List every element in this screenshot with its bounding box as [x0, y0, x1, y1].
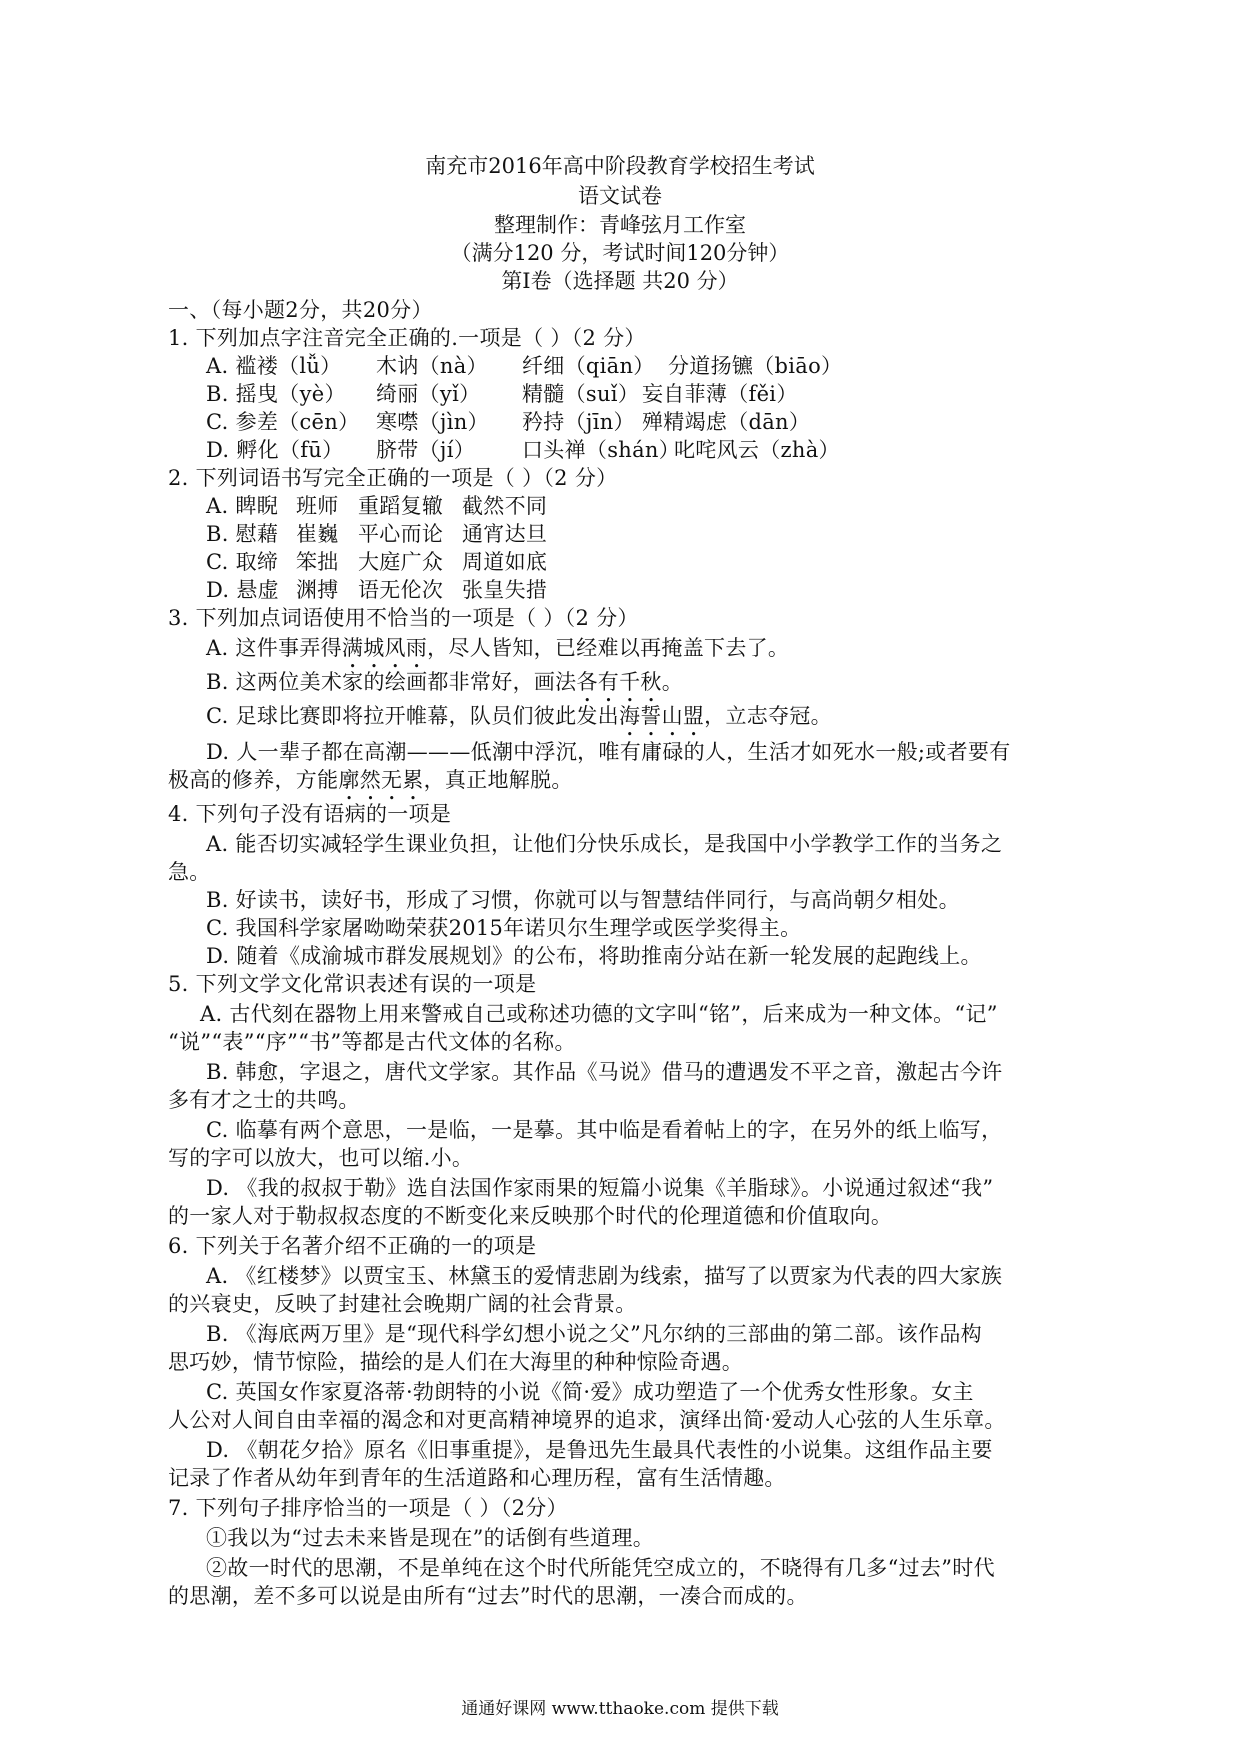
q2-a-2: 班师 [296, 494, 339, 518]
q6-option-c-line1: C. 英国女作家夏洛蒂·勃朗特的小说《简·爱》成功塑造了一个优秀女性形象。女主 [206, 1380, 974, 1404]
q3-option-c [206, 700, 832, 741]
q2-option-a [206, 490, 547, 520]
q2-b-2: 崔巍 [296, 522, 339, 546]
footer-source: 通通好课网 www.tthaoke.com 提供下载 [461, 1699, 779, 1719]
q1-d-1: D. 孵化（fū） [206, 438, 344, 462]
q1-option-d [206, 434, 840, 464]
q2-option-b [206, 518, 547, 548]
q5-option-d-line2: 的一家人对于勒叔叔态度的不断变化来反映那个时代的伦理道德和价值取向。 [168, 1204, 893, 1228]
q2-c-3: 大庭广众 [358, 550, 444, 574]
q1-a-2: 木讷（nà） [376, 354, 488, 378]
q7-sentence-2-line2: 的思潮，差不多可以说是由所有“过去”时代的思潮，一凑合而成的。 [168, 1584, 808, 1608]
q7-stem: 7. 下列句子排序恰当的一项是（ ）（2分） [168, 1496, 568, 1520]
q6-option-d-line2: 记录了作者从幼年到青年的生活道路和心理历程，富有生活情趣。 [168, 1466, 786, 1490]
q6-option-d-line1: D. 《朝花夕拾》原名《旧事重提》，是鲁迅先生最具代表性的小说集。这组作品主要 [206, 1438, 993, 1462]
q2-d-2: 渊搏 [296, 578, 339, 602]
q4-option-a-line1: A. 能否切实减轻学生课业负担，让他们分快乐成长，是我国中小学教学工作的当务之 [206, 832, 1003, 856]
q2-c-2: 笨拙 [296, 550, 339, 574]
q2-b-1: B. 慰藉 [206, 522, 279, 546]
q3-a-dotted: 满城风雨 [341, 636, 428, 660]
q6-option-c-line2: 人公对人间自由幸福的渴念和对更高精神境界的追求，演绎出简·爱动人心弦的人生乐章。 [168, 1408, 1006, 1432]
q7-sentence-2-line1: ②故一时代的思潮，不是单纯在这个时代所能凭空成立的，不晓得有几多“过去”时代 [206, 1556, 995, 1580]
section-heading: 一、（每小题2分，共20分） [168, 298, 433, 322]
q1-c-1: C. 参差（cēn） [206, 410, 360, 434]
q3-c-dotted: 海誓山盟 [618, 704, 705, 728]
q3-option-d-line1: D. 人一辈子都在高潮———低潮中浮沉，唯有庸碌的人，生活才如死水一般;或者要有 [206, 740, 1011, 764]
q1-c-3: 矜持（jīn） [522, 410, 635, 434]
q2-b-3: 平心而论 [358, 522, 444, 546]
q3-d-dotted: 廓然无累 [338, 768, 424, 792]
q2-c-1: C. 取缔 [206, 550, 279, 574]
q2-option-d [206, 574, 547, 604]
q4-option-d: D. 随着《成渝城市群发展规划》的公布，将助推南分站在新一轮发展的起跑线上。 [206, 944, 982, 968]
exam-title: 南充市2016年高中阶段教育学校招生考试 [425, 154, 815, 178]
q5-option-b-line1: B. 韩愈，字退之，唐代文学家。其作品《马说》借马的遭遇发不平之音，激起古今许 [206, 1060, 1003, 1084]
q1-d-3: 口头禅（shán） [522, 438, 681, 462]
q1-b-3: 精髓（suǐ） [522, 382, 640, 406]
q1-b-2: 绮丽（yǐ） [376, 382, 481, 406]
q4-option-a-line2: 急。 [168, 860, 211, 884]
q2-d-4: 张皇失措 [462, 578, 548, 602]
exam-info: （满分120 分，考试时间120分钟） [450, 241, 790, 265]
q7-sentence-1: ①我以为“过去未来皆是现在”的话倒有些道理。 [206, 1526, 655, 1550]
q2-option-c [206, 546, 547, 576]
q5-option-d-line1: D. 《我的叔叔于勒》选自法国作家雨果的短篇小说集《羊脂球》。小说通过叙述“我” [206, 1176, 994, 1200]
q3-c-post: ，立志夺冠。 [704, 704, 832, 728]
q6-option-a-line2: 的兴衰史，反映了封建社会晚期广阔的社会背景。 [168, 1292, 637, 1316]
q3-b-pre: B. 这两位美术家的绘画都非常好，画法 [206, 670, 577, 694]
q2-a-1: A. 睥睨 [206, 494, 279, 518]
volume-heading: 第Ⅰ卷（选择题 共20 分） [501, 269, 739, 293]
q2-a-3: 重蹈复辙 [358, 494, 444, 518]
q1-option-b [206, 378, 798, 408]
q6-stem: 6. 下列关于名著介绍不正确的一的项是 [168, 1234, 537, 1258]
q2-c-4: 周道如底 [462, 550, 548, 574]
q4-stem: 4. 下列句子没有语病的一项是 [168, 802, 452, 826]
q5-option-a-line1: A. 古代刻在器物上用来警戒自己或称述功德的文字叫“铭”，后来成为一种文体。“记” [200, 1002, 998, 1026]
producer-line: 整理制作：青峰弦月工作室 [494, 213, 746, 237]
q1-b-1: B. 摇曳（yè） [206, 382, 346, 406]
q3-d-pre: 极高的修养，方能 [168, 768, 339, 792]
q3-c-pre: C. 足球比赛即将拉开帷幕，队员们彼此发出 [206, 704, 619, 728]
q3-d-post: ，真正地解脱。 [423, 768, 573, 792]
q6-option-b-line2: 思巧妙，情节惊险，描绘的是人们在大海里的种种惊险奇遇。 [168, 1350, 744, 1374]
q5-option-c-line1: C. 临摹有两个意思，一是临，一是摹。其中临是看着帖上的字，在另外的纸上临写， [206, 1118, 1003, 1142]
q1-d-2: 脐带（jí） [376, 438, 476, 462]
q5-option-a-line2: “说”“表”“序”“书”等都是古代文体的名称。 [168, 1030, 576, 1054]
exam-subtitle: 语文试卷 [578, 184, 662, 208]
q2-b-4: 通宵达旦 [462, 522, 548, 546]
q5-option-b-line2: 多有才之士的共鸣。 [168, 1088, 360, 1112]
q3-b-post: 。 [661, 670, 683, 694]
q1-stem: 1. 下列加点字注音完全正确的.一项是（ ）（2 分） [168, 326, 646, 350]
q2-stem: 2. 下列词语书写完全正确的一项是（ ）（2 分） [168, 466, 618, 490]
q6-option-b-line1: B. 《海底两万里》是“现代科学幻想小说之父”凡尔纳的三部曲的第二部。该作品构 [206, 1322, 982, 1346]
q2-a-4: 截然不同 [462, 494, 548, 518]
q4-option-c: C. 我国科学家屠呦呦荣获2015年诺贝尔生理学或医学奖得主。 [206, 916, 802, 940]
q1-c-2: 寒噤（jìn） [376, 410, 489, 434]
q1-option-a [206, 350, 842, 380]
q1-b-4: 妄自菲薄（fěi） [642, 382, 798, 406]
q3-b-dotted: 各有千秋 [576, 670, 662, 694]
q4-option-b: B. 好读书，读好书，形成了习惯，你就可以与智慧结伴同行，与高尚朝夕相处。 [206, 888, 960, 912]
q3-stem: 3. 下列加点词语使用不恰当的一项是（ ）（2 分） [168, 606, 639, 630]
q3-a-post: ，尽人皆知，已经难以再掩盖下去了。 [427, 636, 790, 660]
q1-d-4: 叱咤风云（zhà） [674, 438, 840, 462]
q5-stem: 5. 下列文学文化常识表述有误的一项是 [168, 972, 537, 996]
q1-a-4: 分道扬镳（biāo） [668, 354, 843, 378]
q6-option-a-line1: A. 《红楼梦》以贾宝玉、林黛玉的爱情悲剧为线索，描写了以贾家为代表的四大家族 [206, 1264, 1003, 1288]
q1-a-3: 纤细（qiān） [522, 354, 655, 378]
q2-d-1: D. 悬虚 [206, 578, 279, 602]
q5-option-c-line2: 写的字可以放大，也可以缩.小。 [168, 1146, 474, 1170]
q3-a-pre: A. 这件事弄得 [206, 636, 342, 660]
q1-option-c [206, 406, 810, 436]
q1-a-1: A. 褴褛（lǚ） [206, 354, 342, 378]
q2-d-3: 语无伦次 [358, 578, 444, 602]
q1-c-4: 殚精竭虑（dān） [642, 410, 811, 434]
